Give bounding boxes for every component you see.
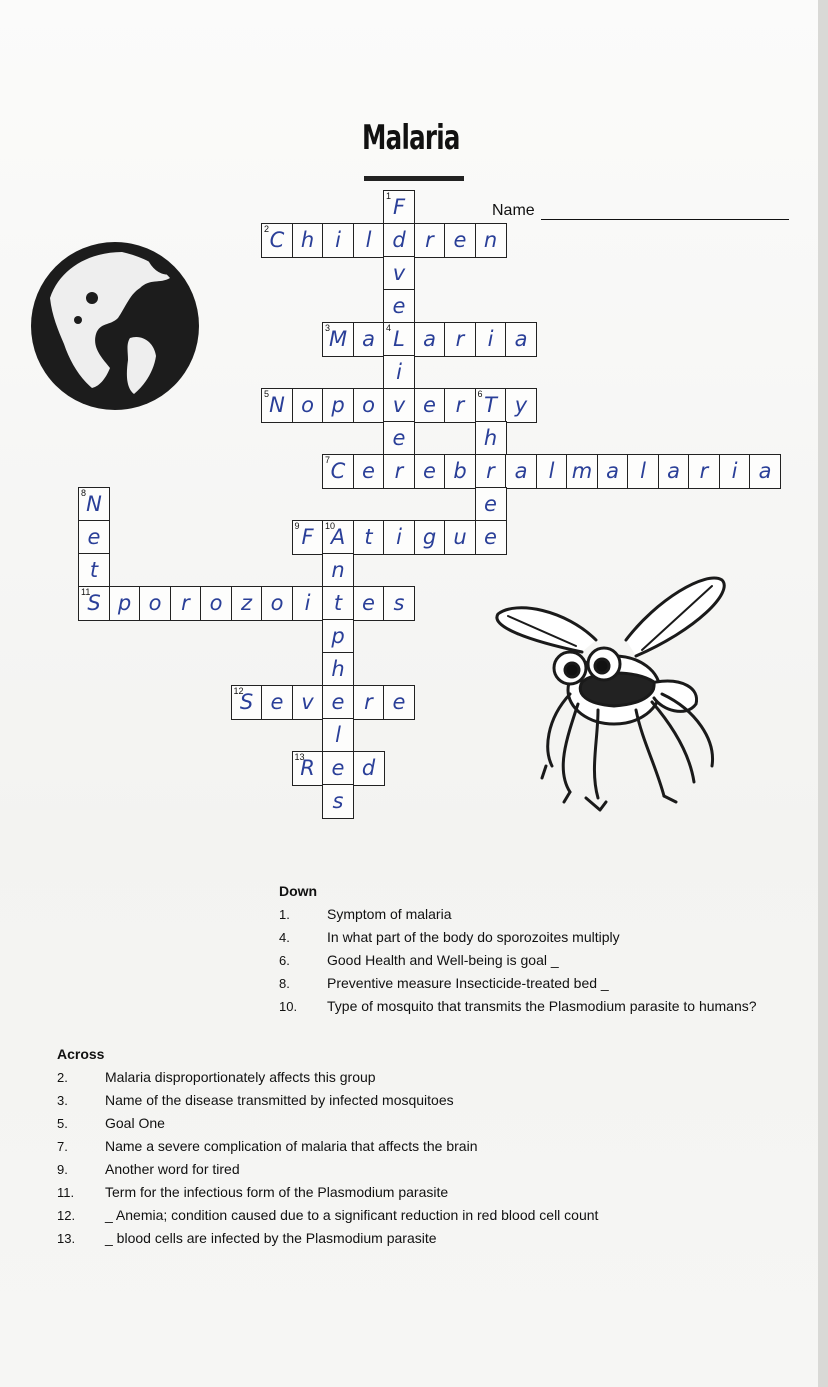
cell-letter: n bbox=[331, 558, 345, 583]
clue-number: 3. bbox=[57, 1093, 68, 1108]
cell-letter: i bbox=[396, 360, 402, 385]
cell-number: 11 bbox=[81, 587, 91, 597]
cell-letter: r bbox=[455, 327, 465, 352]
crossword-cell[interactable] bbox=[322, 751, 354, 786]
crossword-cell[interactable] bbox=[109, 586, 141, 621]
clue-number: 7. bbox=[57, 1139, 68, 1154]
cell-letter: F bbox=[392, 195, 406, 220]
cell-letter: i bbox=[487, 327, 494, 352]
crossword-cell[interactable] bbox=[383, 256, 415, 291]
cell-letter: a bbox=[606, 459, 619, 484]
cell-letter: i bbox=[335, 228, 341, 253]
crossword-cell[interactable] bbox=[261, 223, 293, 258]
cell-number: 7 bbox=[325, 455, 331, 465]
cell-letter: t bbox=[89, 558, 99, 583]
cell-letter: N bbox=[269, 393, 285, 418]
cell-number: 10 bbox=[325, 521, 336, 531]
cell-letter: a bbox=[758, 459, 772, 484]
cell-letter: b bbox=[453, 459, 467, 484]
crossword-cell[interactable] bbox=[749, 454, 781, 489]
clue-number: 6. bbox=[279, 953, 290, 968]
crossword-cell[interactable] bbox=[475, 454, 507, 489]
cell-letter: i bbox=[304, 591, 311, 616]
cell-letter: p bbox=[331, 624, 345, 649]
clue-row bbox=[57, 1066, 797, 1089]
cell-letter: r bbox=[455, 393, 465, 418]
cell-letter: e bbox=[87, 525, 101, 550]
crossword-cell[interactable] bbox=[597, 454, 629, 489]
cell-letter: M bbox=[328, 327, 348, 352]
across-clues bbox=[57, 1043, 797, 1250]
cell-number: 5 bbox=[264, 389, 270, 399]
crossword-cell[interactable] bbox=[475, 388, 507, 423]
clue-number: 9. bbox=[57, 1162, 68, 1177]
crossword-cell[interactable] bbox=[536, 454, 568, 489]
cell-letter: v bbox=[392, 261, 406, 286]
cell-letter: n bbox=[483, 228, 498, 253]
crossword-cell[interactable] bbox=[414, 223, 446, 258]
crossword-cell[interactable] bbox=[353, 223, 385, 258]
clue-row bbox=[57, 1089, 797, 1112]
crossword-cell[interactable] bbox=[261, 586, 293, 621]
crossword-cell[interactable] bbox=[383, 454, 415, 489]
crossword-cell[interactable] bbox=[231, 586, 263, 621]
clue-text: Goal One bbox=[105, 1115, 165, 1131]
clue-text: Good Health and Well-being is goal _ bbox=[327, 952, 559, 968]
cell-letter: S bbox=[87, 591, 101, 616]
crossword-cell[interactable] bbox=[292, 751, 324, 786]
title-underline bbox=[364, 176, 464, 181]
crossword-cell[interactable] bbox=[322, 322, 354, 357]
crossword-cell[interactable] bbox=[414, 388, 446, 423]
crossword-cell[interactable] bbox=[444, 388, 476, 423]
cell-letter: e bbox=[331, 690, 345, 715]
cell-letter: h bbox=[331, 657, 345, 682]
crossword-cell[interactable] bbox=[383, 322, 415, 357]
crossword-cell[interactable] bbox=[78, 487, 110, 522]
crossword-cell[interactable] bbox=[444, 454, 476, 489]
cell-number: 4 bbox=[386, 323, 392, 333]
crossword-cell[interactable] bbox=[78, 553, 110, 588]
cell-number: 6 bbox=[477, 389, 483, 399]
cell-letter: S bbox=[239, 690, 254, 715]
clue-row bbox=[279, 903, 819, 926]
clue-number: 5. bbox=[57, 1116, 68, 1131]
clue-row bbox=[57, 1204, 797, 1227]
cell-letter: e bbox=[423, 393, 436, 418]
cell-letter: L bbox=[393, 327, 405, 352]
clue-row bbox=[57, 1112, 797, 1135]
crossword-cell[interactable] bbox=[353, 322, 385, 357]
cell-letter: e bbox=[484, 492, 497, 517]
crossword-cell[interactable] bbox=[292, 586, 324, 621]
crossword-cell[interactable] bbox=[688, 454, 720, 489]
cell-letter: l bbox=[548, 459, 555, 484]
crossword-cell[interactable] bbox=[322, 784, 354, 819]
cell-letter: r bbox=[425, 228, 434, 253]
cell-letter: h bbox=[300, 228, 315, 253]
crossword-cell[interactable] bbox=[505, 388, 537, 423]
cell-letter: A bbox=[330, 525, 346, 550]
crossword-cell[interactable] bbox=[322, 388, 354, 423]
crossword-cell[interactable] bbox=[322, 586, 354, 621]
clue-row bbox=[57, 1181, 797, 1204]
cell-letter: a bbox=[423, 327, 436, 352]
crossword-cell[interactable] bbox=[200, 586, 232, 621]
clue-number: 11. bbox=[57, 1185, 75, 1200]
cell-letter: m bbox=[571, 459, 593, 484]
globe-illustration bbox=[30, 238, 200, 414]
cell-letter: o bbox=[270, 591, 284, 616]
crossword-cell[interactable] bbox=[505, 454, 537, 489]
clue-row bbox=[279, 995, 819, 1018]
cell-letter: s bbox=[332, 789, 344, 814]
cell-letter: e bbox=[331, 756, 345, 781]
clue-text: _ blood cells are infected by the Plasmodium parasite bbox=[105, 1230, 437, 1246]
cell-letter: o bbox=[362, 393, 375, 418]
cell-number: 3 bbox=[325, 323, 331, 333]
clue-row bbox=[279, 972, 819, 995]
clue-text: Another word for tired bbox=[105, 1161, 240, 1177]
cell-letter: h bbox=[483, 426, 498, 451]
cell-letter: e bbox=[453, 228, 467, 253]
crossword-cell[interactable] bbox=[353, 520, 385, 555]
cell-letter: u bbox=[453, 525, 467, 550]
crossword-cell[interactable] bbox=[292, 223, 324, 258]
cell-letter: i bbox=[396, 525, 402, 550]
cell-letter: a bbox=[362, 327, 375, 352]
clue-text: _ Anemia; condition caused due to a significant reduction in red blood cell count bbox=[105, 1207, 599, 1223]
crossword-cell[interactable] bbox=[292, 520, 324, 555]
crossword-cell[interactable] bbox=[444, 322, 476, 357]
clue-number: 13. bbox=[57, 1231, 76, 1246]
cell-letter: v bbox=[301, 690, 314, 715]
crossword-cell[interactable] bbox=[353, 586, 385, 621]
cell-letter: p bbox=[117, 591, 132, 616]
cell-letter: e bbox=[392, 690, 406, 715]
crossword-cell[interactable] bbox=[353, 388, 385, 423]
crossword-cell[interactable] bbox=[414, 454, 446, 489]
crossword-cell[interactable] bbox=[383, 289, 415, 324]
crossword-cell[interactable] bbox=[475, 487, 507, 522]
crossword-cell[interactable] bbox=[475, 322, 507, 357]
cell-number: 8 bbox=[81, 488, 87, 498]
cell-letter: T bbox=[484, 393, 497, 418]
cell-letter: r bbox=[364, 690, 373, 715]
clue-number: 2. bbox=[57, 1070, 68, 1085]
crossword-cell[interactable] bbox=[383, 685, 415, 720]
cell-letter: d bbox=[392, 228, 406, 253]
clue-row bbox=[57, 1135, 797, 1158]
crossword-cell[interactable] bbox=[292, 388, 324, 423]
clue-text: Type of mosquito that transmits the Plasmodium parasite to humans? bbox=[327, 998, 757, 1014]
crossword-cell[interactable] bbox=[353, 454, 385, 489]
clue-number: 12. bbox=[57, 1208, 76, 1223]
cell-letter: R bbox=[300, 756, 315, 781]
clue-text: Preventive measure Insecticide-treated bed _ bbox=[327, 975, 609, 991]
name-label: Name bbox=[492, 202, 535, 219]
clue-row bbox=[279, 949, 819, 972]
clue-text: Malaria disproportionately affects this group bbox=[105, 1069, 376, 1085]
cell-number: 12 bbox=[233, 686, 244, 696]
cell-letter: o bbox=[148, 591, 162, 616]
crossword-cell[interactable] bbox=[322, 718, 354, 753]
crossword-cell[interactable] bbox=[383, 586, 415, 621]
cell-letter: a bbox=[514, 327, 528, 352]
clue-number: 1. bbox=[279, 907, 290, 922]
across-heading: Across bbox=[57, 1046, 105, 1062]
clue-row bbox=[279, 926, 819, 949]
clue-number: 8. bbox=[279, 976, 290, 991]
cell-number: 2 bbox=[264, 224, 270, 234]
cell-letter: r bbox=[181, 591, 190, 616]
crossword-cell[interactable] bbox=[383, 421, 415, 456]
crossword-cell[interactable] bbox=[444, 223, 476, 258]
cell-letter: e bbox=[362, 459, 375, 484]
cell-letter: p bbox=[331, 393, 345, 418]
crossword-cell[interactable] bbox=[414, 322, 446, 357]
cell-letter: l bbox=[365, 228, 372, 253]
crossword-cell[interactable] bbox=[353, 685, 385, 720]
clue-text: Term for the infectious form of the Plasmodium parasite bbox=[105, 1184, 449, 1200]
cell-letter: o bbox=[301, 393, 314, 418]
cell-letter: C bbox=[269, 228, 285, 253]
crossword-cell[interactable] bbox=[322, 520, 354, 555]
clue-text: Symptom of malaria bbox=[327, 906, 452, 922]
crossword-cell[interactable] bbox=[475, 421, 507, 456]
clue-row bbox=[57, 1227, 797, 1250]
name-input-line[interactable] bbox=[541, 219, 789, 220]
cell-letter: s bbox=[393, 591, 405, 616]
crossword-cell[interactable] bbox=[627, 454, 659, 489]
clue-text: In what part of the body do sporozoites multiply bbox=[327, 929, 620, 945]
cell-letter: e bbox=[362, 591, 375, 616]
crossword-cell[interactable] bbox=[78, 586, 110, 621]
cell-letter: t bbox=[364, 525, 373, 550]
cell-number: 9 bbox=[294, 521, 300, 531]
crossword-cell[interactable] bbox=[383, 355, 415, 390]
crossword-cell[interactable] bbox=[322, 223, 354, 258]
crossword-cell[interactable] bbox=[322, 652, 354, 687]
cell-letter: i bbox=[731, 459, 738, 484]
cell-letter: F bbox=[301, 525, 314, 550]
crossword-cell[interactable] bbox=[261, 388, 293, 423]
cell-number: 13 bbox=[294, 752, 305, 762]
crossword-cell[interactable] bbox=[475, 223, 507, 258]
scan-edge bbox=[818, 0, 828, 1387]
cell-letter: e bbox=[423, 459, 436, 484]
crossword-cell[interactable] bbox=[475, 520, 507, 555]
cell-letter: o bbox=[209, 591, 223, 616]
crossword-cell[interactable] bbox=[414, 520, 446, 555]
crossword-cell[interactable] bbox=[566, 454, 598, 489]
cell-letter: e bbox=[392, 426, 406, 451]
clue-text: Name a severe complication of malaria that affects the brain bbox=[105, 1138, 478, 1154]
cell-letter: e bbox=[270, 690, 284, 715]
crossword-cell[interactable] bbox=[719, 454, 751, 489]
crossword-cell[interactable] bbox=[444, 520, 476, 555]
down-clues bbox=[279, 880, 819, 1018]
crossword-cell[interactable] bbox=[322, 619, 354, 654]
cell-letter: d bbox=[361, 756, 376, 781]
cell-letter: N bbox=[86, 492, 102, 517]
crossword-cell[interactable] bbox=[383, 190, 415, 225]
crossword-cell[interactable] bbox=[383, 520, 415, 555]
cell-letter: y bbox=[514, 393, 528, 418]
clue-row bbox=[57, 1158, 797, 1181]
crossword-cell[interactable] bbox=[505, 322, 537, 357]
clue-number: 4. bbox=[279, 930, 290, 945]
down-heading: Down bbox=[279, 883, 318, 899]
crossword-cell[interactable] bbox=[322, 553, 354, 588]
mosquito-illustration bbox=[486, 570, 746, 820]
cell-letter: g bbox=[422, 525, 437, 550]
crossword-cell[interactable] bbox=[292, 685, 324, 720]
cell-letter: e bbox=[484, 525, 497, 550]
cell-letter: l bbox=[640, 459, 646, 484]
crossword-cell[interactable] bbox=[322, 685, 354, 720]
crossword-cell[interactable] bbox=[322, 454, 354, 489]
cell-letter: r bbox=[394, 459, 404, 484]
crossword-cell[interactable] bbox=[139, 586, 171, 621]
cell-letter: a bbox=[667, 459, 680, 484]
clue-text: Name of the disease transmitted by infected mosquitoes bbox=[105, 1092, 454, 1108]
crossword-cell[interactable] bbox=[170, 586, 202, 621]
cell-letter: r bbox=[486, 459, 495, 484]
cell-letter: a bbox=[514, 459, 528, 484]
crossword-cell[interactable] bbox=[231, 685, 263, 720]
clue-number: 10. bbox=[279, 999, 298, 1014]
crossword-cell[interactable] bbox=[78, 520, 110, 555]
cell-letter: v bbox=[392, 393, 406, 418]
cell-letter: t bbox=[333, 591, 343, 616]
crossword-cell[interactable] bbox=[261, 685, 293, 720]
cell-letter: C bbox=[330, 459, 346, 484]
cell-number: 1 bbox=[386, 191, 392, 201]
crossword-cell[interactable] bbox=[353, 751, 385, 786]
cell-letter: z bbox=[240, 591, 253, 616]
crossword-cell[interactable] bbox=[383, 223, 415, 258]
cell-letter: l bbox=[335, 723, 341, 748]
cell-letter: r bbox=[699, 459, 709, 484]
cell-letter: e bbox=[392, 294, 406, 319]
crossword-cell[interactable] bbox=[383, 388, 415, 423]
worksheet-title: Malaria bbox=[362, 118, 460, 158]
crossword-cell[interactable] bbox=[658, 454, 690, 489]
